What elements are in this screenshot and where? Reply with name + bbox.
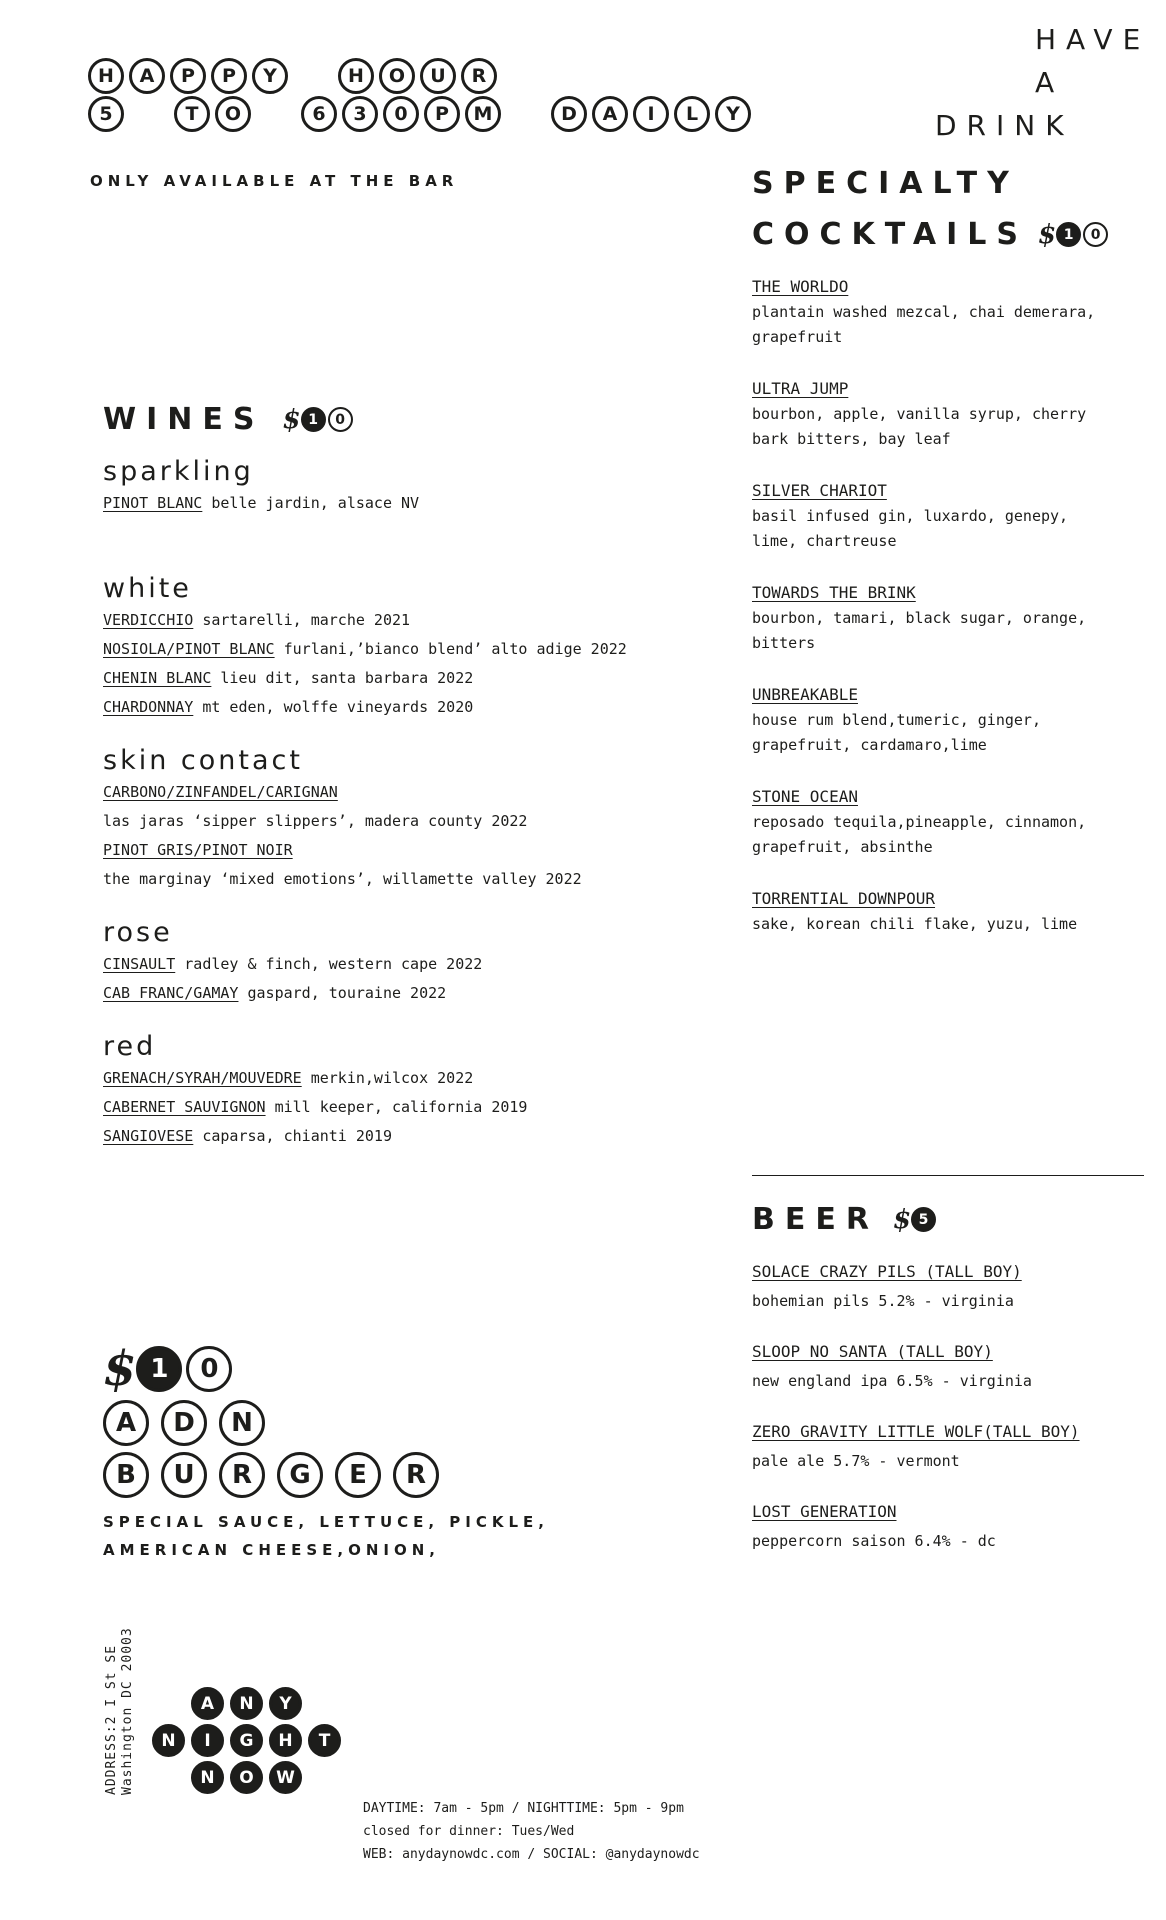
circled-letter: I — [191, 1724, 224, 1757]
address-line2: Washington DC 20003 — [120, 1627, 135, 1795]
circled-letter: 5 — [88, 96, 124, 132]
beer-description: pale ale 5.7% - vermont — [752, 1452, 960, 1470]
logo-row-now — [152, 1761, 352, 1794]
wine-category — [103, 455, 703, 518]
dollar-sign: $ — [282, 404, 301, 435]
address-line1: ADDRESS:2 I St SE — [104, 1644, 119, 1795]
circled-letter: P — [170, 58, 206, 94]
circled-letter: N — [191, 1761, 224, 1794]
wine-grape: NOSIOLA/PINOT BLANC — [103, 640, 275, 658]
wine-grape: CABERNET SAUVIGNON — [103, 1098, 266, 1116]
circled-letter: E — [335, 1452, 381, 1498]
cocktail-ingredients: basil infused gin, luxardo, genepy, lime, chartreuse — [752, 507, 1069, 550]
web-social-text: WEB: anydaynowdc.com / SOCIAL: @anydaynowdc — [363, 1847, 700, 1862]
circled-letter: G — [277, 1452, 323, 1498]
a-word: A — [1035, 66, 1065, 99]
wines-section — [103, 402, 703, 1173]
cocktail-name: ULTRA JUMP — [752, 379, 849, 398]
wine-detail: the marginay ‘mixed emotions’, willamette valley 2022 — [103, 870, 582, 888]
have-a-drink-tagline — [935, 18, 1151, 147]
any-night-now-logo — [152, 1687, 352, 1794]
circled-letter: A — [191, 1687, 224, 1720]
cocktail-ingredients: house rum blend,tumeric, ginger, grapefruit, cardamaro,lime — [752, 711, 1041, 754]
cocktail-item — [752, 478, 1122, 554]
cocktail-name: UNBREAKABLE — [752, 685, 858, 704]
circled-letter: H — [88, 58, 124, 94]
circled-letter: U — [161, 1452, 207, 1498]
circled-letter: M — [465, 96, 501, 132]
circled-letter: I — [633, 96, 669, 132]
wine-grape: VERDICCHIO — [103, 611, 194, 629]
wine-category-title: sparkling — [103, 456, 254, 487]
wine-detail: las jaras ‘sipper slippers’, madera county 2022 — [103, 812, 528, 830]
wine-detail: gaspard, touraine 2022 — [247, 984, 447, 1002]
circled-letter: G — [230, 1724, 263, 1757]
wine-grape: CARBONO/ZINFANDEL/CARIGNAN — [103, 783, 338, 801]
wine-detail: mt eden, wolffe vineyards 2020 — [202, 698, 474, 716]
wine-item — [103, 635, 703, 664]
wine-detail: sartarelli, marche 2021 — [202, 611, 411, 629]
cocktails-title-line2: COCKTAILS — [752, 217, 1029, 252]
circled-letter: 1 — [1056, 222, 1081, 247]
beer-header — [752, 1202, 1152, 1237]
cocktail-name: TORRENTIAL DOWNPOUR — [752, 889, 936, 908]
circled-letter: H — [338, 58, 374, 94]
beer-description: peppercorn saison 6.4% - dc — [752, 1532, 996, 1550]
cocktail-item — [752, 682, 1122, 758]
beer-description: new england ipa 6.5% - virginia — [752, 1372, 1032, 1390]
circled-letter: Y — [252, 58, 288, 94]
wine-grape: CAB FRANC/GAMAY — [103, 984, 239, 1002]
burger-title-burger — [103, 1452, 703, 1498]
wine-detail: belle jardin, alsace NV — [211, 494, 420, 512]
circled-letter: 0 — [328, 407, 353, 432]
beer-name: ZERO GRAVITY LITTLE WOLF(TALL BOY) — [752, 1422, 1080, 1441]
wine-item — [103, 836, 703, 894]
beer-divider — [752, 1175, 1144, 1176]
circled-letter: L — [674, 96, 710, 132]
cocktail-ingredients: plantain washed mezcal, chai demerara, grapefruit — [752, 303, 1096, 346]
burger-desc-line1: SPECIAL SAUCE, LETTUCE, PICKLE, — [103, 1513, 550, 1531]
beer-name: SLOOP NO SANTA (TALL BOY) — [752, 1342, 993, 1361]
dollar-sign: $ — [103, 1341, 137, 1397]
cocktails-title-line1: SPECIALTY — [752, 166, 1019, 201]
wine-detail: furlani,’bianco blend’ alto adige 2022 — [283, 640, 627, 658]
wine-detail: merkin,wilcox 2022 — [310, 1069, 474, 1087]
wine-category-title: red — [103, 1031, 157, 1062]
circled-letter: D — [551, 96, 587, 132]
cocktail-name: SILVER CHARIOT — [752, 481, 887, 500]
happy-hour-line1 — [88, 58, 502, 94]
wine-detail: lieu dit, santa barbara 2022 — [220, 669, 474, 687]
wine-item — [103, 606, 703, 635]
circled-letter: D — [161, 1400, 207, 1446]
beer-item — [752, 1497, 1152, 1555]
beer-name: SOLACE CRAZY PILS (TALL BOY) — [752, 1262, 1022, 1281]
wine-detail: caparsa, chianti 2019 — [202, 1127, 392, 1145]
wines-header — [103, 402, 703, 437]
beer-price-digits — [911, 1207, 938, 1232]
circled-letter: 3 — [342, 96, 378, 132]
cocktail-name: TOWARDS THE BRINK — [752, 583, 916, 602]
wine-category — [103, 916, 703, 1008]
circled-letter: A — [103, 1400, 149, 1446]
happy-hour-line2 — [88, 96, 756, 132]
circled-letter: 0 — [383, 96, 419, 132]
burger-title-adn — [103, 1400, 703, 1446]
cocktail-item — [752, 274, 1122, 350]
wine-list — [103, 455, 703, 1151]
wine-category-title: white — [103, 573, 192, 604]
cocktails-header-line2 — [752, 209, 1152, 260]
wine-item — [103, 979, 703, 1008]
circled-letter: W — [269, 1761, 302, 1794]
hours-text: DAYTIME: 7am - 5pm / NIGHTTIME: 5pm - 9pm — [363, 1801, 684, 1816]
dollar-sign: $ — [1038, 219, 1057, 250]
cocktail-ingredients: bourbon, apple, vanilla syrup, cherry bark bitters, bay leaf — [752, 405, 1087, 448]
burger-section — [103, 1341, 703, 1564]
circled-letter: N — [219, 1400, 265, 1446]
wine-grape: PINOT GRIS/PINOT NOIR — [103, 841, 293, 859]
beer-item — [752, 1417, 1152, 1475]
wine-grape: GRENACH/SYRAH/MOUVEDRE — [103, 1069, 302, 1087]
cocktail-list — [752, 274, 1152, 937]
wine-item — [103, 664, 703, 693]
circled-letter: 6 — [301, 96, 337, 132]
cocktails-section — [752, 158, 1152, 963]
wine-grape: SANGIOVESE — [103, 1127, 194, 1145]
only-available-note: ONLY AVAILABLE AT THE BAR — [90, 172, 459, 190]
cocktails-price — [1038, 220, 1110, 250]
have-word: HAVE — [1035, 23, 1151, 56]
circled-letter: O — [230, 1761, 263, 1794]
wine-detail: radley & finch, western cape 2022 — [184, 955, 483, 973]
beer-item — [752, 1257, 1152, 1315]
beer-list — [752, 1257, 1152, 1555]
wines-price — [282, 405, 354, 435]
cocktail-item — [752, 886, 1122, 937]
wine-item — [103, 1093, 703, 1122]
circled-letter: A — [129, 58, 165, 94]
cocktail-ingredients: reposado tequila,pineapple, cinnamon, grapefruit, absinthe — [752, 813, 1087, 856]
beer-name: LOST GENERATION — [752, 1502, 897, 1521]
beer-section — [752, 1202, 1152, 1577]
address-block — [104, 1627, 136, 1795]
beer-description: bohemian pils 5.2% - virginia — [752, 1292, 1014, 1310]
circled-letter: 0 — [186, 1346, 232, 1392]
wine-grape: CHARDONNAY — [103, 698, 194, 716]
circled-letter: 5 — [911, 1207, 936, 1232]
circled-letter: N — [230, 1687, 263, 1720]
circled-letter: R — [219, 1452, 265, 1498]
cocktail-ingredients: bourbon, tamari, black sugar, orange, bitters — [752, 609, 1087, 652]
circled-letter: N — [152, 1724, 185, 1757]
wine-grape: CHENIN BLANC — [103, 669, 212, 687]
wine-category — [103, 572, 703, 722]
footer-info — [363, 1797, 700, 1866]
beer-title: BEER — [752, 1202, 879, 1237]
wine-item — [103, 693, 703, 722]
burger-desc-line2: AMERICAN CHEESE,ONION, — [103, 1541, 440, 1559]
cocktail-item — [752, 376, 1122, 452]
circled-letter: T — [308, 1724, 341, 1757]
beer-price — [893, 1205, 938, 1235]
wine-category — [103, 744, 703, 894]
wine-item — [103, 1122, 703, 1151]
logo-row-night — [152, 1724, 352, 1757]
wine-item — [103, 950, 703, 979]
cocktail-item — [752, 784, 1122, 860]
drink-word: DRINK — [935, 109, 1074, 142]
circled-letter: P — [211, 58, 247, 94]
circled-letter: O — [379, 58, 415, 94]
circled-letter: 0 — [1083, 222, 1108, 247]
circled-letter: R — [461, 58, 497, 94]
wine-category — [103, 1030, 703, 1151]
circled-letter: T — [174, 96, 210, 132]
circled-letter: O — [215, 96, 251, 132]
cocktail-name: THE WORLDO — [752, 277, 849, 296]
wine-grape: CINSAULT — [103, 955, 176, 973]
cocktail-item — [752, 580, 1122, 656]
circled-letter: P — [424, 96, 460, 132]
closed-text: closed for dinner: Tues/Wed — [363, 1824, 575, 1839]
wine-item — [103, 778, 703, 836]
dollar-sign: $ — [892, 1204, 912, 1235]
circled-letter: R — [393, 1452, 439, 1498]
circled-letter: U — [420, 58, 456, 94]
wine-detail: mill keeper, california 2019 — [274, 1098, 528, 1116]
circled-letter: 1 — [301, 407, 326, 432]
wine-item — [103, 1064, 703, 1093]
beer-item — [752, 1337, 1152, 1395]
wines-price-digits — [301, 407, 355, 432]
circled-letter: 1 — [136, 1346, 182, 1392]
logo-row-any — [152, 1687, 352, 1720]
circled-letter: Y — [715, 96, 751, 132]
burger-price-digits — [136, 1346, 236, 1392]
wine-item — [103, 489, 703, 518]
cocktails-price-digits — [1056, 222, 1110, 247]
wine-category-title: rose — [103, 917, 173, 948]
wines-title: WINES — [103, 402, 265, 437]
cocktail-name: STONE OCEAN — [752, 787, 858, 806]
cocktail-ingredients: sake, korean chili flake, yuzu, lime — [752, 915, 1078, 933]
circled-letter: Y — [269, 1687, 302, 1720]
burger-price — [103, 1341, 703, 1397]
circled-letter: A — [592, 96, 628, 132]
wine-grape: PINOT BLANC — [103, 494, 203, 512]
circled-letter: B — [103, 1452, 149, 1498]
circled-letter: H — [269, 1724, 302, 1757]
wine-category-title: skin contact — [103, 745, 303, 776]
